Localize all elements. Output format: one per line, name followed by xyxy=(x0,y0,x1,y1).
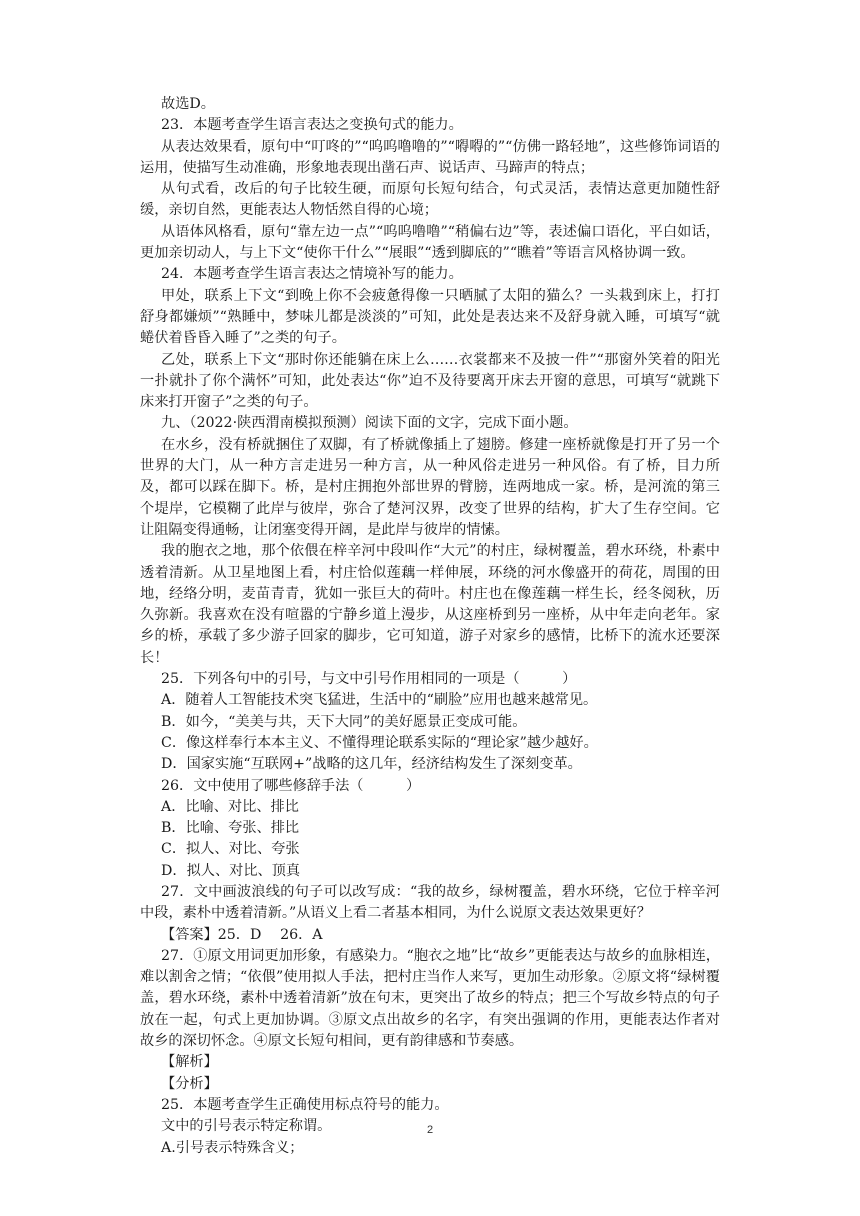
option: C．像这样奉行本本主义、不懂得理论联系实际的“理论家”越少越好。 xyxy=(161,734,598,751)
option: B．如今，“美美与共，天下大同”的美好愿景正变成可能。 xyxy=(161,713,527,730)
option: A．比喻、对比、排比 xyxy=(161,798,299,815)
paragraph: 在水乡，没有桥就捆住了双脚，有了桥就像插上了翅膀。修建一座桥就像是打开了另一个世界的大门，从一种方言走进另一种方言，从一种风俗走进另一种风俗。有了桥，目力所及，都可以踩在脚下。桥，是村庄拥抱外部世界的臂膀，连两地成一家。桥，是河流的第三个堤岸，它模糊了此岸与彼岸，弥合了楚河汉界，改变了世界的结构，扩大了生存空间。它让阻隔变得通畅，让闭塞变得开阔，是此岸与彼岸的情愫。 xyxy=(140,436,720,538)
option: C．拟人、对比、夸张 xyxy=(161,841,300,858)
paragraph: 我的胞衣之地，那个依偎在梓辛河中段叫作“大元”的村庄，绿树覆盖，碧水环绕，朴素中透着清新。从卫星地图上看，村庄恰似莲藕一样伸展，环绕的河水像盛开的荷花，周围的田地，经络分明，麦苗青青，犹如一张巨大的荷叶。村庄也在像莲藕一样生长，经冬阅秋，历久弥新。我喜欢在没有喧嚣的宁静乡道上漫步，从这座桥到另一座桥，从中年走向老年。家乡的桥，承载了多少游子回家的脚步，它可知道，游子对家乡的感情，比桥下的流水还要深长！ xyxy=(140,543,720,666)
paragraph: 甲处，联系上下文“到晚上你不会疲惫得像一只晒腻了太阳的猫么？一头栽到床上，打打舒身都嫌烦”“熟睡中，梦味儿都是淡淡的”可知，此处是表达来不及舒身就入睡，可填写“就蜷伏着昏昏入睡了”之类的句子。 xyxy=(140,287,720,347)
analysis-label: 【分析】 xyxy=(161,1075,218,1092)
option: D．国家实施“互联网+”战略的这几年，经济结构发生了深刻变革。 xyxy=(161,756,582,773)
page-number: 2 xyxy=(426,1124,434,1136)
analysis-label: 【解析】 xyxy=(161,1054,218,1071)
question: 27．文中画波浪线的句子可以改写成：“我的故乡，绿树覆盖，碧水环绕，它位于梓辛河中段，素朴中透着清新。”从语义上看二者基本相同，为什么说原文表达效果更好？ xyxy=(140,883,720,922)
paragraph: 23．本题考查学生语言表达之变换句式的能力。 xyxy=(161,117,463,134)
paragraph: 故选D。 xyxy=(161,96,215,112)
question: 25．下列各句中的引号，与文中引号作用相同的一项是（ ） xyxy=(161,671,577,688)
paragraph: 25．本题考查学生正确使用标点符号的能力。 xyxy=(161,1096,449,1113)
option: D．拟人、对比、顶真 xyxy=(161,862,301,879)
paragraph: 文中的引号表示特定称谓。 xyxy=(161,1118,332,1135)
section-heading: 九、（2022·陕西渭南模拟预测）阅读下面的文字，完成下面小题。 xyxy=(161,415,578,432)
paragraph: 乙处，联系上下文“那时你还能躺在床上么……衣裳都来不及披一件”“那窗外笑着的阳光一扑就扑了你个满怀”可知，此处表达“你”迫不及待要离开床去开窗的意思，可填写“就跳下床来打开窗子”之类的句子。 xyxy=(140,351,720,411)
document-body xyxy=(140,94,720,1159)
option: B．比喻、夸张、排比 xyxy=(161,820,300,837)
paragraph: 24．本题考查学生语言表达之情境补写的能力。 xyxy=(161,266,463,283)
paragraph: 从句式看，改后的句子比较生硬，而原句长短句结合，句式灵活，表情达意更加随性舒缓，亲切自然，更能表达人物恬然自得的心境； xyxy=(140,181,720,219)
paragraph: 从表达效果看，原句中“叮咚的”“呜呜噜噜的”“嘚嘚的”“仿佛一路轻地”，这些修饰词语的运用，使描写生动准确，形象地表现出凿石声、说话声、马蹄声的特点； xyxy=(140,138,720,176)
question: 26．文中使用了哪些修辞手法（ ） xyxy=(161,777,421,794)
answer-paragraph: 27．①原文用词更加形象，有感染力。“胞衣之地”比“故乡”更能表达与故乡的血脉相连，难以割舍之情；“依偎”使用拟人手法，把村庄当作人来写，更加生动形象。②原文将“绿树覆盖，碧水环绕，素朴中透着清新”放在句末，更突出了故乡的特点；把三个写故乡特点的句子放在一起，句式上更加协调。③原文点出故乡的名字，有突出强调的作用，更能表达作者对故乡的深切怀念。④原文长短句相间，更有韵律感和节奏感。 xyxy=(140,947,720,1050)
paragraph: A.引号表示特殊含义； xyxy=(161,1139,304,1156)
paragraph: 从语体风格看，原句“靠左边一点”“呜呜噜噜”“稍偏右边”等，表述偏口语化，平白如话，更加亲切动人，与上下文“使你干什么”“展眼”“透到脚底的”“瞧着”等语言风格协调一致。 xyxy=(140,223,720,262)
answer-line: 【答案】25．D 26．A xyxy=(161,926,323,943)
option: A．随着人工智能技术突飞猛进，生活中的“刷脸”应用也越来越常见。 xyxy=(161,692,598,709)
